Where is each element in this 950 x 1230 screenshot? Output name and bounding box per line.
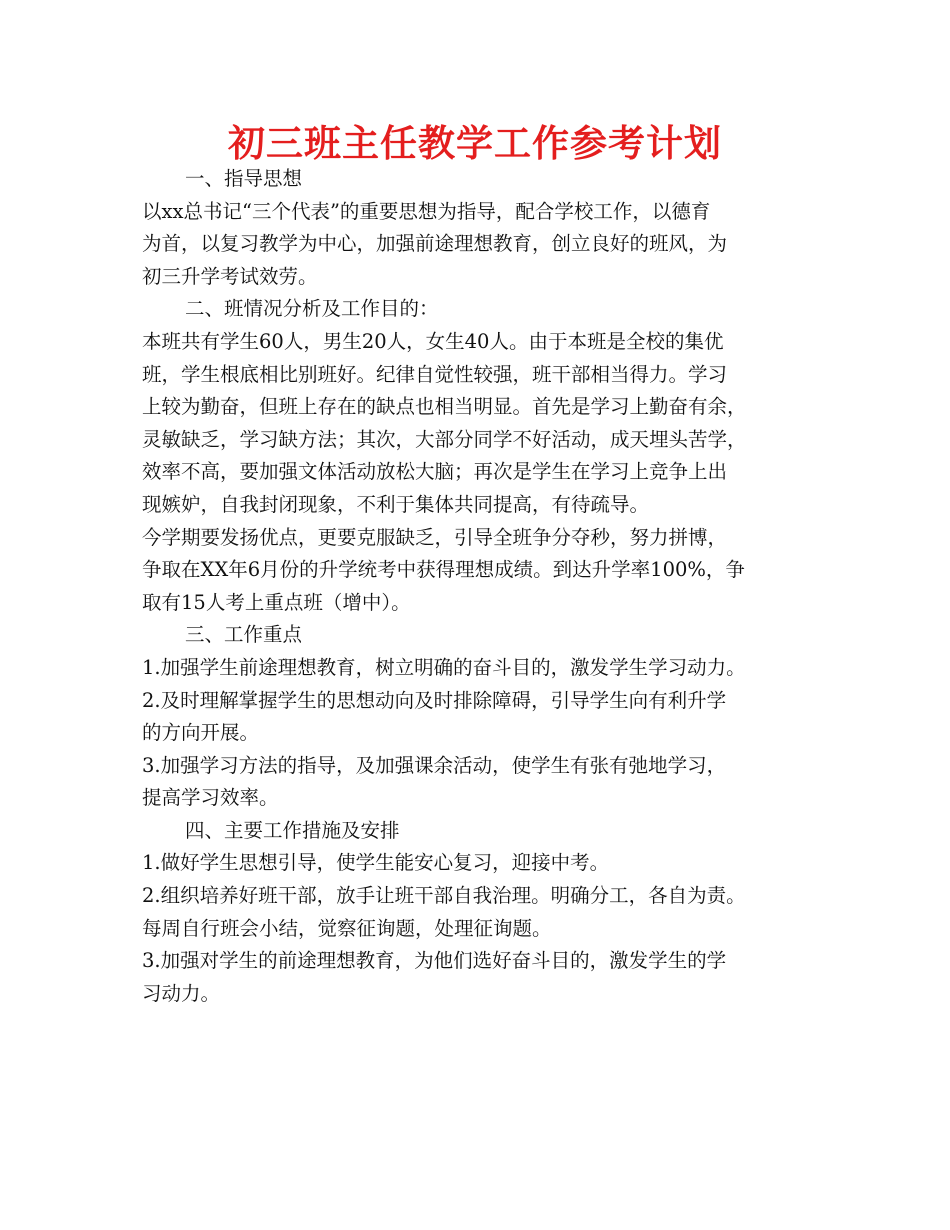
section-heading-guiding-thought: 一、指导思想 (185, 167, 303, 190)
list-item-line: 1.加强学生前途理想教育，树立明确的奋斗目的，激发学生学习动力。 (142, 655, 746, 679)
paragraph-line: 本班共有学生60人，男生20人，女生40人。由于本班是全校的集优 (142, 329, 724, 353)
paragraph-line: 效率不高，要加强文体活动放松大脑；再次是学生在学习上竞争上出 (142, 460, 728, 484)
paragraph-line: 争取在XX年6月份的升学统考中获得理想成绩。到达升学率100%，争 (142, 558, 745, 582)
paragraph-line: 取有15人考上重点班（增中）。 (142, 590, 411, 614)
list-item-line: 2.组织培养好班干部，放手让班干部自我治理。明确分工，各自为责。 (142, 884, 746, 908)
section-heading-work-focus: 三、工作重点 (185, 623, 303, 647)
list-item-line: 2.及时理解掌握学生的思想动向及时排除障碍，引导学生向有利升学 (142, 688, 727, 712)
list-item-line: 每周自行班会小结，觉察征询题，处理征询题。 (142, 916, 552, 940)
paragraph-line: 灵敏缺乏，学习缺方法；其次，大部分同学不好活动，成天埋头苦学， (142, 427, 747, 451)
list-item-line: 提高学习效率。 (142, 786, 279, 810)
list-item-line: 3.加强学习方法的指导，及加强课余活动，使学生有张有弛地学习， (142, 753, 727, 777)
section-heading-class-analysis: 二、班情况分析及工作目的： (185, 297, 439, 321)
paragraph-line: 以xx总书记“三个代表”的重要思想为指导，配合学校工作，以德育 (142, 199, 711, 223)
paragraph-line: 为首，以复习教学为中心，加强前途理想教育，创立良好的班风，为 (142, 232, 728, 256)
paragraph-line: 今学期要发扬优点，更要克服缺乏，引导全班争分夺秒，努力拼博， (142, 525, 728, 549)
paragraph-line: 上较为勤奋，但班上存在的缺点也相当明显。首先是学习上勤奋有余， (142, 395, 747, 419)
section-heading-measures: 四、主要工作措施及安排 (185, 818, 400, 842)
list-item-line: 3.加强对学生的前途理想教育，为他们选好奋斗目的，激发学生的学 (142, 949, 727, 973)
list-item-line: 习动力。 (142, 981, 221, 1005)
document-body (142, 163, 832, 1010)
list-item-line: 的方向开展。 (142, 721, 260, 745)
paragraph-line: 班，学生根底相比别班好。纪律自觉性较强，班干部相当得力。学习 (142, 362, 728, 386)
list-item-line: 1.做好学生思想引导，使学生能安心复习，迎接中考。 (142, 851, 610, 875)
paragraph-line: 现嫉妒，自我封闭现象，不利于集体共同提高，有待疏导。 (142, 492, 650, 516)
document-title: 初三班主任教学工作参考计划 (228, 122, 722, 165)
paragraph-line: 初三升学考试效劳。 (142, 264, 318, 288)
